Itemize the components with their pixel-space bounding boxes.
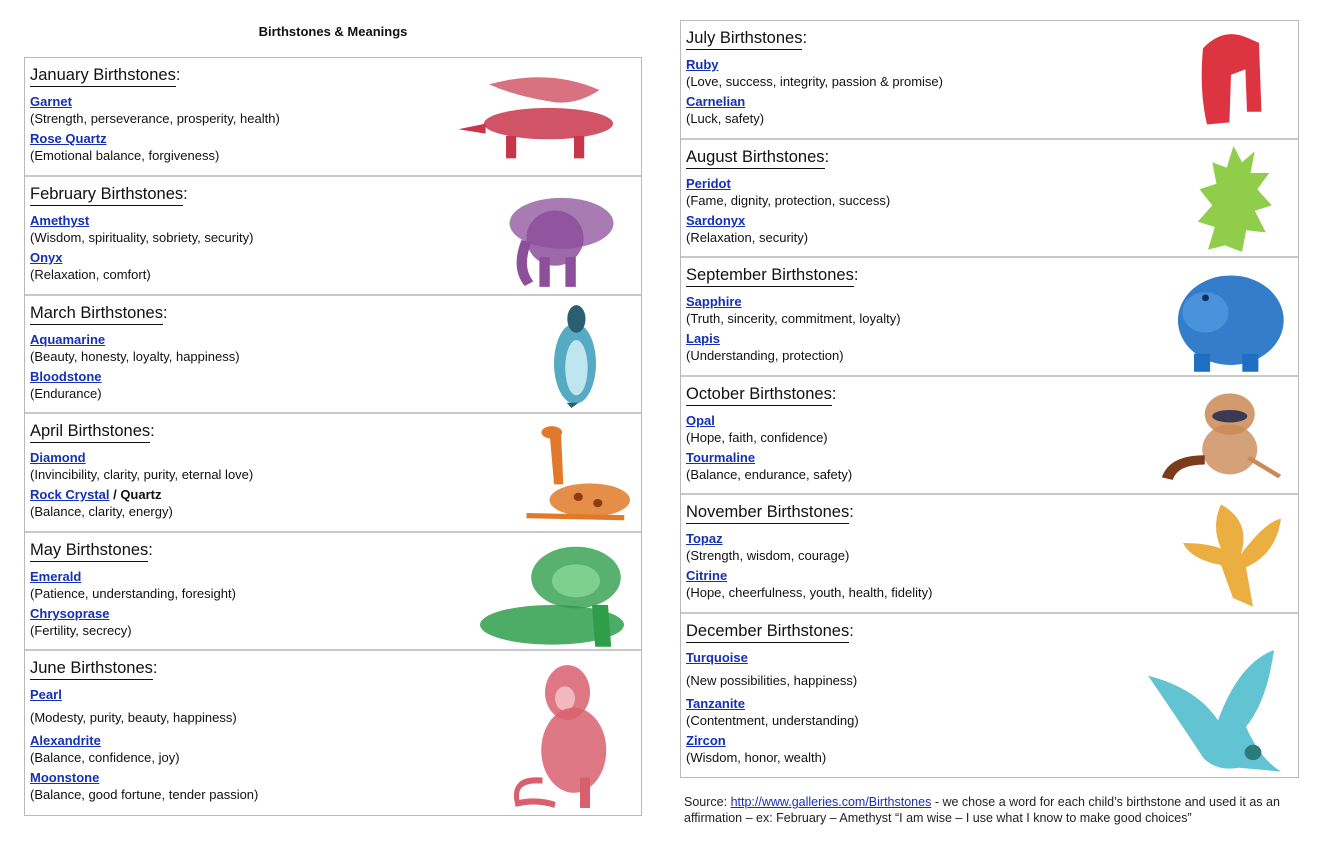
stone-meaning: (Balance, clarity, energy): [30, 504, 173, 519]
month-title-colon: :: [148, 541, 153, 559]
stone-meaning: (Balance, confidence, joy): [30, 750, 180, 765]
stone-meaning: (Invincibility, clarity, purity, eternal love): [30, 467, 254, 482]
stone-link[interactable]: Zircon: [686, 733, 726, 748]
stone-meaning: (Understanding, protection): [686, 348, 844, 363]
porcupine-illustration: [1191, 146, 1276, 254]
penguin-illustration: [540, 302, 610, 408]
stone-meaning: (Patience, understanding, foresight): [30, 586, 236, 601]
stone-link[interactable]: Garnet: [30, 94, 72, 109]
month-box-may: [25, 533, 641, 651]
stone-meaning: (Hope, cheerfulness, youth, health, fidelity): [686, 585, 933, 600]
stone-link[interactable]: Turquoise: [686, 650, 748, 665]
letter-creature-illustration: [1191, 27, 1271, 133]
eagle-icon: [1181, 499, 1281, 609]
stone-link[interactable]: Tourmaline: [686, 450, 756, 465]
stone-meaning: (Relaxation, security): [686, 230, 809, 245]
letter-creature-icon: [1191, 27, 1271, 133]
stone-link[interactable]: Pearl: [30, 687, 62, 702]
stone-link[interactable]: Aquamarine: [30, 332, 106, 347]
month-title-colon: :: [849, 622, 854, 640]
stone-link[interactable]: Amethyst: [30, 213, 90, 228]
stone-meaning: (Love, success, integrity, passion & promise): [686, 74, 943, 89]
month-title-text: September Birthstones: [686, 266, 854, 287]
crocodile-icon: [455, 62, 625, 174]
porcupine-icon: [1191, 146, 1276, 254]
stone-link[interactable]: Diamond: [30, 450, 86, 465]
month-title-text: February Birthstones: [30, 185, 183, 206]
crocodile-illustration: [455, 62, 625, 174]
source-note: [684, 794, 1304, 826]
stone-link[interactable]: Moonstone: [30, 770, 100, 785]
lion-icon: [480, 539, 640, 649]
hippo-illustration: [1171, 262, 1286, 374]
month-title: [686, 622, 1292, 643]
month-title-text: July Birthstones: [686, 29, 802, 50]
month-title-text: January Birthstones: [30, 66, 176, 87]
month-title-colon: :: [175, 66, 181, 84]
stone-link[interactable]: Bloodstone: [30, 369, 102, 384]
stone-link[interactable]: Onyx: [30, 250, 63, 265]
month-title-colon: :: [824, 148, 830, 166]
page-title: Birthstones & Meanings: [258, 24, 408, 39]
month-box-february: [25, 177, 641, 296]
lion-illustration: [480, 539, 640, 649]
monkey-illustration: [505, 659, 630, 811]
giraffe-illustration: [515, 422, 630, 526]
source-link[interactable]: http://www.galleries.com/Birthstones: [730, 795, 932, 809]
elephant-icon: [490, 183, 620, 289]
month-title-text: November Birthstones: [686, 503, 849, 524]
stone-meaning: (Endurance): [30, 386, 102, 401]
giraffe-icon: [515, 422, 630, 526]
month-title-text: April Birthstones: [30, 422, 150, 443]
stone-meaning: (Modesty, purity, beauty, happiness): [30, 710, 237, 725]
stone-link[interactable]: Sardonyx: [686, 213, 746, 228]
left-column: [24, 57, 642, 816]
month-title-colon: :: [162, 304, 168, 322]
stone-meaning: (Fertility, secrecy): [30, 623, 132, 638]
stone-meaning: (New possibilities, happiness): [686, 673, 858, 688]
month-title-colon: :: [802, 29, 808, 47]
month-box-july: [681, 21, 1298, 140]
month-title-text: May Birthstones: [30, 541, 148, 562]
stone-meaning: (Strength, perseverance, prosperity, health): [30, 111, 280, 126]
stone-meaning: (Strength, wisdom, courage): [686, 548, 850, 563]
stone-meaning: (Luck, safety): [686, 111, 765, 126]
month-title-text: October Birthstones: [686, 385, 832, 406]
stone-meaning: (Balance, endurance, safety): [686, 467, 853, 482]
stone-meaning: (Truth, sincerity, commitment, loyalty): [686, 311, 901, 326]
month-box-december: [681, 614, 1298, 779]
source-text: - we chose a word for each child’s birthstone and used it as an affirmation – ex: February – Amethyst “I am wise – I use what I know to make good choices”: [684, 795, 1280, 825]
month-title-text: March Birthstones: [30, 304, 163, 325]
month-title-colon: :: [849, 503, 854, 521]
stone-suffix: / Quartz: [109, 487, 162, 502]
stone-link[interactable]: Emerald: [30, 569, 82, 584]
stone-link[interactable]: Opal: [686, 413, 715, 428]
elephant-illustration: [490, 183, 620, 289]
dragon-illustration: [1141, 650, 1281, 778]
month-title-text: June Birthstones: [30, 659, 153, 680]
month-box-june: [25, 651, 641, 817]
stone-meaning: (Balance, good fortune, tender passion): [30, 787, 259, 802]
stone-link[interactable]: Topaz: [686, 531, 723, 546]
stone-meaning: (Emotional balance, forgiveness): [30, 148, 220, 163]
month-box-october: [681, 377, 1298, 495]
stone-meaning: (Wisdom, honor, wealth): [686, 750, 827, 765]
source-label: Source:: [684, 795, 731, 809]
stone-meaning: (Beauty, honesty, loyalty, happiness): [30, 349, 240, 364]
eagle-illustration: [1181, 499, 1281, 609]
month-box-september: [681, 258, 1298, 377]
stone-link[interactable]: Chrysoprase: [30, 606, 110, 621]
stone-meaning: (Fame, dignity, protection, success): [686, 193, 891, 208]
stone-meaning: (Relaxation, comfort): [30, 267, 151, 282]
raccoon-illustration: [1161, 385, 1286, 489]
month-box-march: [25, 296, 641, 414]
month-title-colon: :: [183, 185, 188, 203]
penguin-icon: [540, 302, 610, 408]
stone-link[interactable]: Peridot: [686, 176, 731, 191]
stone-link[interactable]: Citrine: [686, 568, 728, 583]
month-title-colon: :: [831, 385, 837, 403]
right-column: [680, 20, 1299, 778]
stone-meaning: (Hope, faith, confidence): [686, 430, 828, 445]
month-box-april: [25, 414, 641, 533]
stone-link[interactable]: Lapis: [686, 331, 720, 346]
month-title-text: August Birthstones: [686, 148, 825, 169]
month-title-text: December Birthstones: [686, 622, 849, 643]
stone-meaning: (Contentment, understanding): [686, 713, 859, 728]
month-box-january: [25, 58, 641, 177]
raccoon-icon: [1161, 385, 1286, 489]
month-box-august: [681, 140, 1298, 258]
stone-link[interactable]: Sapphire: [686, 294, 742, 309]
month-title-colon: :: [152, 659, 158, 677]
stone-link[interactable]: Ruby: [686, 57, 719, 72]
hippo-icon: [1171, 262, 1286, 374]
dragon-icon: [1141, 650, 1281, 778]
month-title-colon: :: [150, 422, 155, 440]
stone-link[interactable]: Carnelian: [686, 94, 746, 109]
stone-link[interactable]: Rose Quartz: [30, 131, 107, 146]
month-box-november: [681, 495, 1298, 614]
stone-meaning: (Wisdom, spirituality, sobriety, security): [30, 230, 254, 245]
month-title-colon: :: [853, 266, 859, 284]
stone-link[interactable]: Rock Crystal: [30, 487, 110, 502]
stone-link[interactable]: Alexandrite: [30, 733, 101, 748]
stone-link[interactable]: Tanzanite: [686, 696, 745, 711]
monkey-icon: [505, 659, 630, 811]
